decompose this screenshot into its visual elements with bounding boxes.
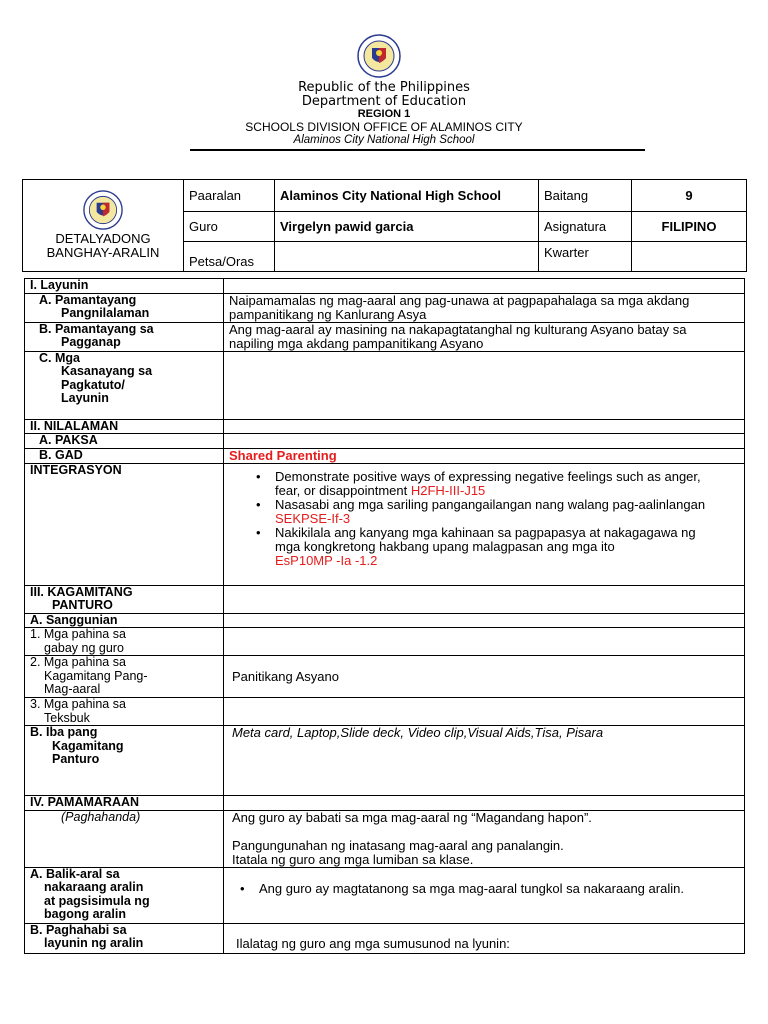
pag-text-line1: Ang guro ay babati sa mga mag-aaral ng “Magandang hapon”. (232, 809, 592, 825)
nilalaman-heading: II. NILALAMAN (25, 419, 224, 434)
integrasyon-label: INTEGRASYON (25, 463, 224, 585)
nilalaman-value (224, 419, 745, 434)
pg-text-line2: napiling mga akdang pampanitikang Asyano (229, 335, 484, 351)
petsa-value (275, 242, 539, 272)
pg-label-line2: Pagganap (61, 335, 121, 349)
paghahabi-line1: B. Paghahabi sa (30, 922, 127, 937)
integrasyon-item (275, 470, 739, 498)
gabay-guro-value (224, 628, 745, 656)
iba-line2: Kagamitang (52, 738, 124, 753)
kasanayan-value (224, 351, 745, 419)
asignatura-label: Asignatura (539, 212, 632, 242)
pamamaraan-value (224, 796, 745, 811)
sanggunian-value (224, 613, 745, 628)
school-heading: Alaminos City National High School (293, 134, 475, 146)
paghahanda-text (224, 810, 745, 867)
int3-line1: • Nakikilala ang kanyang mga kahinaan sa pagpapasya at nakagagawa ng (275, 524, 696, 540)
s1-line1: 1. Mga pahina sa (30, 627, 126, 641)
region-heading: REGION 1 (357, 108, 411, 120)
balik-line3: at pagsisimula ng (44, 893, 150, 908)
ks-label-line2: Kasanayang sa (61, 364, 153, 378)
paghahabi-line2: layunin ng aralin (44, 936, 144, 950)
deped-seal-logo (357, 34, 401, 78)
int3-code: EsP10MP -Ia -1.2 (275, 552, 378, 568)
lesson-title-line2: BANGHAY-ARALIN (46, 245, 160, 260)
pp-text-line1: Naipamamalas ng mag-aaral ang pag-unawa at pagpapahalaga sa mga akdang (229, 292, 690, 308)
kagamitang-mag-aaral-label (25, 656, 224, 698)
gad-value: Shared Parenting (224, 448, 745, 463)
baitang-value: 9 (632, 180, 747, 212)
kagamitan-heading (25, 585, 224, 613)
iba-line3: Panturo (52, 752, 100, 766)
pamamaraan-heading: IV. PAMAMARAAN (25, 796, 224, 811)
int1-line1: • Demonstrate positive ways of expressing negative feelings such as anger, (275, 468, 701, 484)
lesson-title-cell (23, 180, 184, 272)
paaralan-label: Paaralan (184, 180, 275, 212)
pg-text-line1: Ang mag-aaral ay masining na nakapagtatanghal ng kulturang Asyano batay sa (229, 321, 687, 337)
paghahabi-label (25, 923, 224, 953)
sanggunian-label: A. Sanggunian (25, 613, 224, 628)
kwarter-label: Kwarter (539, 242, 632, 272)
kagamitan-line2: PANTURO (52, 598, 113, 612)
lesson-info-table (22, 179, 747, 272)
paghahanda-label: (Paghahanda) (25, 810, 224, 867)
balik-aral-item: • Ang guro ay magtatanong sa mga mag-aaral tungkol sa nakaraang aralin. (259, 882, 739, 896)
balik-line1: A. Balik-aral sa (30, 866, 120, 881)
lesson-plan-table (24, 278, 745, 954)
guro-label: Guro (184, 212, 275, 242)
layunin-heading: I. Layunin (25, 279, 224, 294)
guro-value: Virgelyn pawid garcia (275, 212, 539, 242)
s2-line1: 2. Mga pahina sa (30, 655, 126, 669)
int1-line2: fear, or disappointment (275, 482, 408, 498)
int2-line1: • Nasasabi ang mga sariling pangangailangan nang walang pag-aalinlangan (275, 496, 706, 512)
pp-text-line2: pampanitikang ng Kanlurang Asya (229, 306, 427, 322)
s3-line1: 3. Mga pahina sa (30, 697, 126, 711)
petsa-label: Petsa/Oras (184, 242, 275, 272)
balik-line2: nakaraang aralin (44, 880, 144, 894)
ks-label-line1: C. Mga (39, 350, 80, 365)
int1-code: H2FH-III-J15 (410, 482, 486, 498)
iba-pang-kagamitan-value: Meta card, Laptop,Slide deck, Video clip,Visual Aids,Tisa, Pisara (224, 726, 745, 796)
int3-line2: mga kongkretong hakbang upang malagpasan ang mga ito (275, 538, 615, 554)
kagamitang-mag-aaral-value: Panitikang Asyano (224, 656, 745, 698)
gad-label: B. GAD (25, 448, 224, 463)
division-heading: SCHOOLS DIVISION OFFICE OF ALAMINOS CITY (245, 120, 523, 134)
teksbuk-value (224, 698, 745, 726)
paksa-value (224, 434, 745, 449)
pag-text-line2: Pangungunahan ng inatasang mag-aaral ang panalangin. (232, 837, 564, 853)
asignatura-value: FILIPINO (632, 212, 747, 242)
balik-aral-list (224, 867, 745, 923)
republic-heading: Republic of the Philippines (298, 80, 470, 95)
iba-line1: B. Iba pang (30, 725, 98, 739)
layunin-value (224, 279, 745, 294)
kagamitan-line1: III. KAGAMITANG (30, 584, 133, 599)
pamantayang-pangnilalaman-label (25, 293, 224, 322)
paghahabi-text: Ilalatag ng guro ang mga sumusunod na lyunin: (224, 923, 745, 953)
lesson-title-line1: DETALYADONG (55, 231, 151, 246)
pp-label-line1: A. Pamantayang (39, 292, 137, 307)
teksbuk-label (25, 698, 224, 726)
gabay-guro-label (25, 628, 224, 656)
integrasyon-item (275, 498, 739, 526)
baitang-label: Baitang (539, 180, 632, 212)
paaralan-value: Alaminos City National High School (275, 180, 539, 212)
kwarter-value (632, 242, 747, 272)
s1-line2: gabay ng guro (44, 640, 124, 655)
pamantayang-pagganap-label (25, 322, 224, 351)
int2-code: SEKPSE-If-3 (275, 510, 351, 526)
balik-aral-label (25, 867, 224, 923)
integrasyon-list (224, 463, 745, 585)
pag-text-line3: Itatala ng guro ang mga lumiban sa klase. (232, 851, 474, 867)
ks-label-line3: Pagkatuto/ (61, 377, 125, 392)
ks-label-line4: Layunin (61, 391, 109, 405)
department-heading: Department of Education (301, 94, 467, 109)
iba-pang-kagamitan-label (25, 726, 224, 796)
deped-seal-small-logo (83, 190, 123, 230)
s2-line2: Kagamitang Pang- (44, 668, 148, 683)
header-divider (190, 149, 645, 151)
balik-line4: bagong aralin (44, 907, 126, 921)
s2-line3: Mag-aaral (44, 682, 101, 696)
s3-line2: Teksbuk (44, 710, 90, 725)
paksa-label: A. PAKSA (25, 434, 224, 449)
pamantayang-pagganap-text (224, 322, 745, 351)
pp-label-line2: Pangnilalaman (61, 306, 150, 320)
integrasyon-item (275, 526, 739, 568)
kasanayan-label (25, 351, 224, 419)
kagamitan-value (224, 585, 745, 613)
pg-label-line1: B. Pamantayang sa (39, 321, 154, 336)
pamantayang-pangnilalaman-text (224, 293, 745, 322)
